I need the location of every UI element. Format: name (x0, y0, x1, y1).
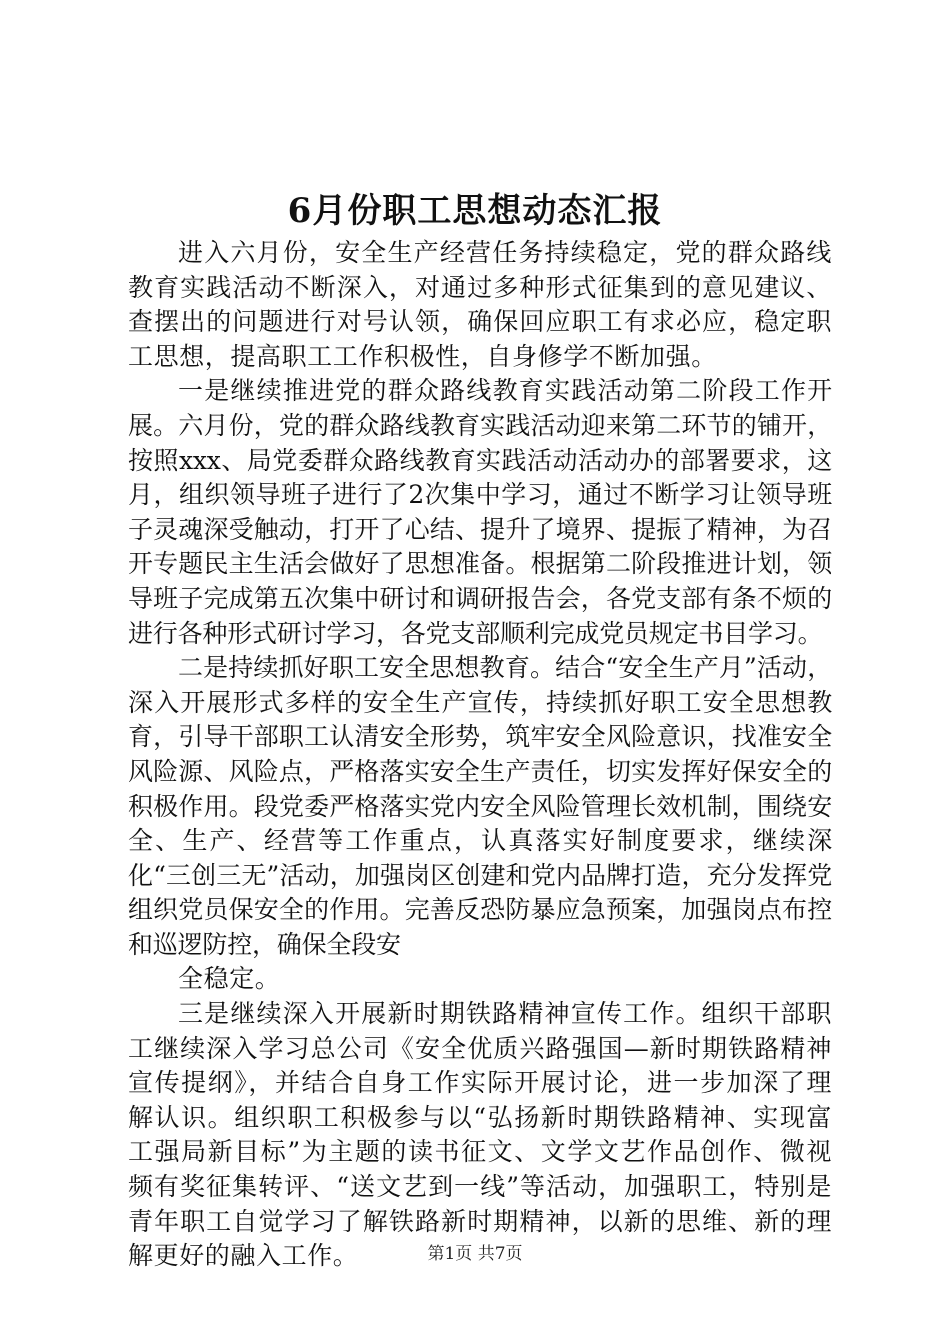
page-footer: 第1页 共7页 (427, 1244, 523, 1264)
document-body (128, 236, 832, 1274)
paragraph-safety-continuation: 全稳定。 (178, 964, 281, 994)
paragraph-intro: 进入六月份，安全生产经营任务持续稳定，党的群众路线教育实践活动不断深入，对通过多种形式征集到的意见建议、查摆出的问题进行对号认领，确保回应职工有求必应，稳定职工思想，提高职工工作积极性，自身修学不断加强。 (128, 238, 832, 371)
paragraph-railway-spirit: 三是继续深入开展新时期铁路精神宣传工作。组织干部职工继续深入学习总公司《安全优质兴路强国—新时期铁路精神宣传提纲》，并结合自身工作实际开展讨论，进一步加深了理解认识。组织职工积极参与以“弘扬新时期铁路精神、实现富工强局新目标”为主题的读书征文、文学文艺作品创作、微视频有奖征集转评、“送文艺到一线”等活动，加强职工，特别是青年职工自觉学习了解铁路新时期精神，以新的思维、新的理解更好的融入工作。 (128, 999, 832, 1271)
paragraph-mass-line-education: 一是继续推进党的群众路线教育实践活动第二阶段工作开展。六月份，党的群众路线教育实践活动迎来第二环节的铺开，按照xxx、局党委群众路线教育实践活动活动办的部署要求，这月，组织领导班子进行了2次集中学习，通过不断学习让领导班子灵魂深受触动，打开了心结、提升了境界、提振了精神，为召开专题民主生活会做好了思想准备。根据第二阶段推进计划，领导班子完成第五次集中研讨和调研报告会，各党支部有条不烦的进行各种形式研讨学习，各党支部顺利完成党员规定书目学习。 (128, 376, 832, 648)
document-title: 6月份职工思想动态汇报 (287, 191, 663, 231)
paragraph-safety-education: 二是持续抓好职工安全思想教育。结合“安全生产月”活动，深入开展形式多样的安全生产宣传，持续抓好职工安全思想教育，引导干部职工认清安全形势，筑牢安全风险意识，找准安全风险源、风险点，严格落实安全生产责任，切实发挥好保安全的积极作用。段党委严格落实党内安全风险管理长效机制，围绕安全、生产、经营等工作重点，认真落实好制度要求，继续深化“三创三无”活动，加强岗区创建和党内品牌打造，充分发挥党组织党员保安全的作用。完善反恐防暴应急预案，加强岗点布控和巡逻防控，确保全段安 (128, 653, 832, 959)
